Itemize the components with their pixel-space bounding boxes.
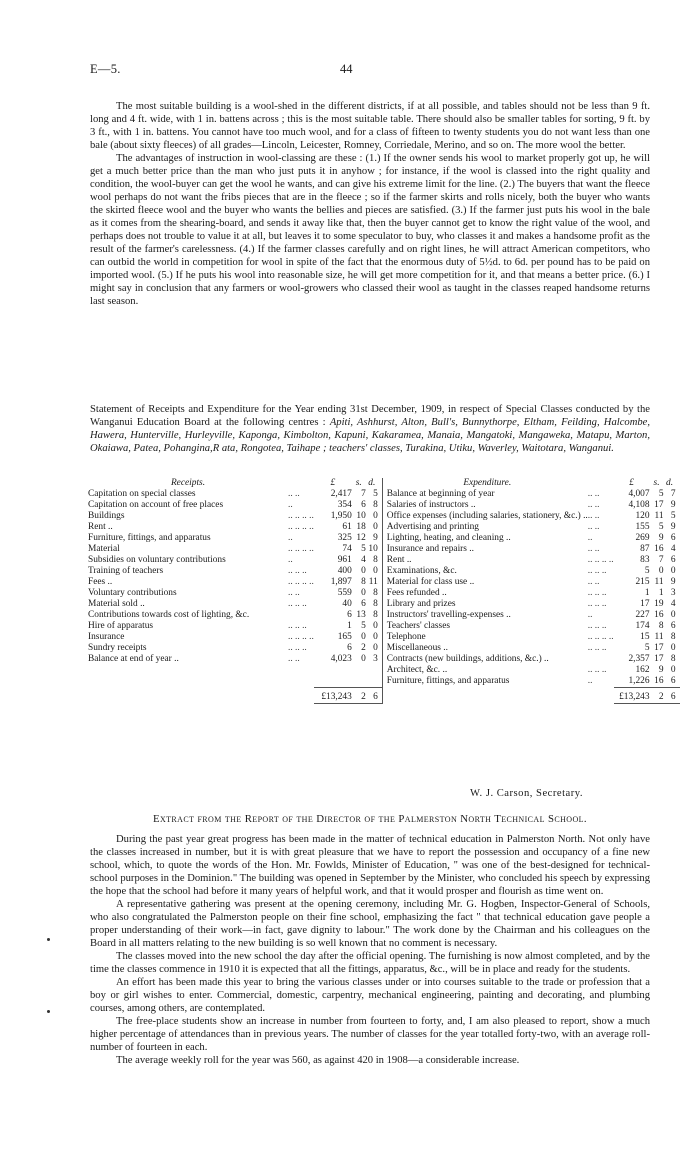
empty-cell xyxy=(88,688,288,704)
receipt-pence: 0 xyxy=(373,511,378,521)
expenditure-shillings: 1 xyxy=(658,588,664,598)
receipt-label: Furniture, fittings, and apparatus xyxy=(88,533,211,543)
receipt-pence: 0 xyxy=(373,566,378,576)
receipt-label: Material sold .. xyxy=(88,599,145,609)
wool-classing-text xyxy=(90,100,650,308)
expenditure-pence: 6 xyxy=(670,533,676,543)
receipt-leader: .. .. .. .. xyxy=(288,544,314,554)
expenditure-label: Advertising and printing xyxy=(382,522,587,533)
table-row xyxy=(88,632,680,643)
receipt-pence: 0 xyxy=(373,632,378,642)
receipt-shillings: 18 xyxy=(356,522,366,532)
paragraph-building: The most suitable building is a wool-shed in the different districts, if at all possible, and tables should not be less than 9 ft. long and 4 ft. wide, with 1 in. battens across ; this is the most suitable table. There should also be smaller tables for sorting, 9 ft. by 3 ft., with 1 in. battens. You cannot have too much wool, and for a class of fifteen to twenty students you do not want less than one bale (about sixty fleeces) of all grades—Lincoln, Leicester, Romney, Corriedale, Merino, and so on. The more wool the better. xyxy=(90,101,650,151)
expenditure-leader: .. .. xyxy=(587,522,600,532)
expenditure-leader: .. .. .. .. xyxy=(587,555,614,565)
expenditure-pence: 3 xyxy=(670,588,676,598)
expenditure-shillings: 9 xyxy=(658,665,664,675)
empty-cell xyxy=(366,676,383,688)
receipt-label: Hire of apparatus xyxy=(88,621,154,631)
expenditure-shillings: 9 xyxy=(658,533,664,543)
expenditure-leader: .. xyxy=(587,533,593,543)
expenditure-shillings: 11 xyxy=(654,632,664,642)
table-row xyxy=(88,654,680,665)
receipt-pounds: 1,950 xyxy=(330,511,352,521)
section-code: E—5. xyxy=(90,62,121,76)
paragraph-free-place: The free-place students show an increase in number from fourteen to forty, and, I am also pleased to report, show a much higher percentage of attendances than in previous years. The number of classes for the year totalled forty-two, with an average roll-number of fourteen in each. xyxy=(90,1016,650,1053)
expenditure-leader: .. .. .. xyxy=(587,566,607,576)
receipt-pounds: 1,897 xyxy=(330,577,352,587)
table-row xyxy=(88,621,680,632)
expenditure-pounds: 4,108 xyxy=(628,500,650,510)
empty-cell xyxy=(288,665,314,676)
receipt-pounds: 1 xyxy=(347,621,352,631)
expenditure-pence: 0 xyxy=(670,665,676,675)
table-row xyxy=(88,566,680,577)
empty-cell xyxy=(88,665,288,676)
receipt-pence: 3 xyxy=(373,654,378,664)
expenditure-leader: .. .. xyxy=(587,500,600,510)
empty-cell xyxy=(314,676,352,688)
receipt-pence: 0 xyxy=(373,621,378,631)
extract-title: Extract from the Report of the Director of the Palmerston North Technical School. xyxy=(152,813,588,825)
paragraph-weekly-roll: The average weekly roll for the year was 560, as against 420 in 1908—a considerable increase. xyxy=(116,1055,520,1066)
expenditure-leader: .. .. xyxy=(587,511,600,521)
receipt-leader: .. .. .. xyxy=(288,566,307,576)
expenditure-shillings: 0 xyxy=(658,566,664,576)
pounds-heading: £ xyxy=(629,478,634,488)
expenditure-label: Salaries of instructors .. xyxy=(382,500,587,511)
expenditure-total-shillings: 2 xyxy=(650,688,664,704)
expenditure-label: Architect, &c. .. xyxy=(382,665,587,676)
table-row xyxy=(88,500,680,511)
pounds-heading: £ xyxy=(330,478,336,488)
expenditure-pounds: 17 xyxy=(640,599,650,609)
expenditure-leader: .. .. xyxy=(587,577,600,587)
receipt-shillings: 12 xyxy=(356,533,366,543)
margin-mark xyxy=(47,1010,50,1013)
receipt-label: Contributions towards cost of lighting, &c. xyxy=(88,610,250,620)
expenditure-pounds: 15 xyxy=(640,632,650,642)
receipt-leader: .. .. xyxy=(288,654,300,664)
receipt-pence: 5 xyxy=(373,489,378,499)
expenditure-label: Furniture, fittings, and apparatus xyxy=(382,676,587,688)
paragraph-advantages: The advantages of instruction in wool-classing are these : (1.) If the owner sends his wool to market properly got up, he will get a much better price than the man who just puts it in anyhow ; for instance, if the wool is classed into the right quality and condition, the wool-buyer can get the wool he wants, and can give his extreme limit for the line. (2.) The buyers that want the fleece wool perhaps do not want the fribs pieces that are in the fleece ; so if the farmer skirts and rolls nicely, both the buyer who wants the skirted fleece wool and the buyer who wants the bellies and pieces are satisfied. (3.) If the farmer just puts his wool in the bale as it comes from the shearing-board, and sends it away like that, then the buyer cannot get to know the right value of the wool, and perhaps does not trouble to value it at all, but leaves it to some speculator to buy, who classes it and makes a handsome profit as the result of the farmer's carelessness. (4.) If the farmer classes carefully and on right lines, he will attract American competitors, who can outbid the world in competition for wool in spite of the fact that the enormous duty of 5½d. to 6d. per pound has to be paid on imported wool. (5.) If he puts his wool into reasonable size, he will get more competition for it, and that means a better price. (6.) I might say in conclusion that any farmers or wool-growers who classed their wool as taught in the classes reaped handsome returns last season. xyxy=(90,153,650,307)
expenditure-pounds: 1,226 xyxy=(628,676,650,686)
empty-cell xyxy=(88,676,288,688)
table-row xyxy=(88,665,680,676)
receipt-pounds: 559 xyxy=(337,588,352,598)
totals-row xyxy=(88,688,680,704)
expenditure-shillings: 11 xyxy=(654,511,664,521)
receipt-pounds: 325 xyxy=(337,533,352,543)
table-row xyxy=(88,533,680,544)
shillings-heading: s. xyxy=(355,478,362,488)
receipts-total-shillings: 2 xyxy=(352,688,366,704)
table-row xyxy=(88,599,680,610)
expenditure-leader: .. .. .. xyxy=(587,599,607,609)
receipt-label: Training of teachers xyxy=(88,566,164,576)
palmerston-report-text xyxy=(90,833,650,1067)
expenditure-leader: .. .. xyxy=(587,489,600,499)
receipt-pence: 8 xyxy=(373,500,378,510)
expenditure-pounds: 227 xyxy=(635,610,650,620)
table-row xyxy=(88,522,680,533)
expenditure-shillings: 16 xyxy=(654,610,664,620)
receipt-pounds: 61 xyxy=(342,522,352,532)
expenditure-shillings: 16 xyxy=(654,544,664,554)
table-row xyxy=(88,489,680,500)
expenditure-pence: 9 xyxy=(670,500,676,510)
shillings-heading: s. xyxy=(653,478,660,488)
receipt-pounds: 961 xyxy=(337,555,352,565)
receipts-total-pounds: £13,243 xyxy=(314,688,352,704)
table-row xyxy=(88,555,680,566)
expenditure-label: Balance at beginning of year xyxy=(382,489,587,500)
expenditure-label: Library and prizes xyxy=(382,599,587,610)
expenditure-total-pence: 6 xyxy=(664,688,680,704)
receipt-leader: .. .. .. .. xyxy=(288,577,314,587)
expenditure-label: Contracts (new buildings, additions, &c.) .. xyxy=(382,654,587,665)
expenditure-label: Teachers' classes xyxy=(382,621,587,632)
secretary-signature: W. J. Carson, Secretary. xyxy=(470,788,584,799)
empty-cell xyxy=(588,688,614,704)
receipt-shillings: 0 xyxy=(361,632,366,642)
receipt-shillings: 10 xyxy=(356,511,366,521)
receipt-label: Subsidies on voluntary contributions xyxy=(88,555,226,565)
empty-cell xyxy=(366,665,383,676)
paragraph-ceremony: A representative gathering was present at the opening ceremony, including Mr. G. Hogben, Inspector-General of Schools, who also congratulated the Palmerston people on their fine school, emphasizing the fact " that technical education gave people a proper understanding of their work—in fact, gave dignity to labour." The work done by the Chairman and his colleagues on the Board in all matters relating to the new building is so well known that no comment is necessary. xyxy=(90,899,650,949)
empty-cell xyxy=(288,676,314,688)
expenditure-leader: .. xyxy=(587,610,593,620)
receipt-label: Insurance xyxy=(88,632,125,642)
receipt-label: Material xyxy=(88,544,120,554)
receipt-pounds: 40 xyxy=(342,599,352,609)
table-row xyxy=(88,577,680,588)
expenditure-shillings: 7 xyxy=(658,555,664,565)
paragraph-progress: During the past year great progress has been made in the matter of technical education in Palmerston North. Not only have the classes increased in number, but it is with great pleasure that we have to report the possession and occupancy of a fine new school, which, to quote the words of the Hon. Mr. Fowlds, Minister of Education, " was one of the best-designed for technical-school purposes in the Dominion." The building was opened in September by the Minister, who concluded his speech by expressing the hope that the school had before it many years of helpful work, and that it would prosper and flourish as time went on. xyxy=(90,834,650,897)
receipt-label: Rent .. xyxy=(88,522,113,532)
receipt-pounds: 2,417 xyxy=(330,489,352,499)
receipt-leader: .. .. .. xyxy=(288,643,307,653)
paragraph-classes: The classes moved into the new school the day after the official opening. The furnishing is now almost completed, and by the time the classes commence in 1910 it is expected that all the fittings, apparatus, &c., will be in place and ready for the students. xyxy=(90,951,650,975)
receipt-leader: .. xyxy=(288,500,293,510)
expenditure-pounds: 174 xyxy=(635,621,650,631)
receipt-shillings: 6 xyxy=(361,599,366,609)
receipt-shillings: 7 xyxy=(361,489,366,499)
receipt-leader: .. .. .. .. xyxy=(288,511,314,521)
receipt-label: Fees .. xyxy=(88,577,113,587)
expenditure-leader: .. .. .. xyxy=(587,665,607,675)
receipt-shillings: 0 xyxy=(361,566,366,576)
table-row xyxy=(88,610,680,621)
expenditure-label: Lighting, heating, and cleaning .. xyxy=(382,533,587,544)
statement-centres: Apiti, Ashhurst, Alton, Bull's, Bunnythorpe, Eltham, Feilding, Halcombe, Hawera, Hunterville, Hurleyville, Kaponga, Kimbolton, Kapuni, Kakaramea, Manaia, Mangatoki, Mangaweka, Matapu, Marton, Okaiawa, Patea, Pohangina,R ata, Rongotea, Taihape ; teachers' classes, Turakina, Utiku, Waverley, Waitotara, Wanganui. xyxy=(90,417,650,454)
expenditure-pence: 6 xyxy=(670,621,676,631)
expenditure-leader: .. .. .. xyxy=(587,621,607,631)
table-row xyxy=(88,544,680,555)
expenditure-pounds: 155 xyxy=(635,522,650,532)
expenditure-heading: Expenditure. xyxy=(382,478,587,489)
receipt-label: Sundry receipts xyxy=(88,643,147,653)
expenditure-pence: 9 xyxy=(670,522,676,532)
expenditure-shillings: 8 xyxy=(658,621,664,631)
expenditure-pounds: 162 xyxy=(635,665,650,675)
expenditure-leader: .. .. .. .. xyxy=(587,632,614,642)
expenditure-pounds: 215 xyxy=(635,577,650,587)
expenditure-total-pounds: £13,243 xyxy=(614,688,650,704)
receipt-shillings: 5 xyxy=(361,621,366,631)
expenditure-label: Material for class use .. xyxy=(382,577,587,588)
receipt-shillings: 2 xyxy=(361,643,366,653)
receipt-label: Capitation on special classes xyxy=(88,489,196,499)
receipt-pence: 10 xyxy=(368,544,378,554)
receipt-pence: 8 xyxy=(373,555,378,565)
account-header-row xyxy=(88,478,680,489)
receipt-label: Balance at end of year .. xyxy=(88,654,179,664)
pence-heading: d. xyxy=(368,478,376,488)
expenditure-pounds: 87 xyxy=(640,544,650,554)
empty-cell xyxy=(288,688,314,704)
receipt-pence: 8 xyxy=(373,610,378,620)
expenditure-pence: 8 xyxy=(670,632,676,642)
expenditure-shillings: 5 xyxy=(658,489,664,499)
paragraph-courses: An effort has been made this year to bring the various classes under or into courses suitable to the trade or profession that a boy or girl wishes to enter. Commercial, domestic, carpentry, mechanical engineering, painting and decorating, and plumbing courses, among others, are contemplated. xyxy=(90,977,650,1014)
expenditure-leader: .. .. .. xyxy=(587,643,607,653)
receipt-shillings: 5 xyxy=(361,544,366,554)
receipts-total-pence: 6 xyxy=(366,688,383,704)
receipt-shillings: 0 xyxy=(361,588,366,598)
expenditure-leader: .. xyxy=(587,676,593,686)
expenditure-pence: 0 xyxy=(670,566,676,576)
receipt-pounds: 165 xyxy=(337,632,352,642)
statement-lead: Statement of Receipts and Expenditure for the Year ending 31st December, 1909, in respect of Special Classes conducted by the Wanganui Education Board at the following centres : xyxy=(90,404,650,428)
expenditure-pounds: 83 xyxy=(640,555,650,565)
margin-mark xyxy=(47,938,50,941)
receipt-leader: .. .. .. xyxy=(288,621,307,631)
receipt-shillings: 4 xyxy=(361,555,366,565)
statement-heading xyxy=(90,403,650,455)
expenditure-shillings: 17 xyxy=(654,654,664,664)
receipt-pounds: 6 xyxy=(347,643,352,653)
expenditure-pence: 0 xyxy=(670,610,676,620)
expenditure-shillings: 17 xyxy=(654,643,664,653)
receipt-leader xyxy=(288,610,314,621)
table-row xyxy=(88,588,680,599)
receipt-pence: 9 xyxy=(373,533,378,543)
expenditure-shillings: 5 xyxy=(658,522,664,532)
expenditure-pence: 4 xyxy=(670,544,676,554)
receipt-pence: 8 xyxy=(373,588,378,598)
expenditure-pounds: 120 xyxy=(635,511,650,521)
expenditure-label: Examinations, &c. xyxy=(382,566,587,577)
table-row xyxy=(88,643,680,654)
empty-cell xyxy=(314,665,352,676)
receipt-label: Buildings xyxy=(88,511,125,521)
receipt-shillings: 8 xyxy=(361,577,366,587)
pence-heading: d. xyxy=(666,478,674,488)
receipt-label: Capitation on account of free places xyxy=(88,500,224,510)
receipt-leader: .. xyxy=(288,533,293,543)
expenditure-pounds: 2,357 xyxy=(628,654,650,664)
page-number: 44 xyxy=(340,62,353,76)
expenditure-shillings: 11 xyxy=(654,577,664,587)
expenditure-pounds: 269 xyxy=(635,533,650,543)
expenditure-pence: 0 xyxy=(670,643,676,653)
expenditure-pence: 6 xyxy=(670,555,676,565)
receipt-pounds: 74 xyxy=(342,544,352,554)
expenditure-shillings: 19 xyxy=(654,599,664,609)
expenditure-pence: 9 xyxy=(670,577,676,587)
expenditure-label: Miscellaneous .. xyxy=(382,643,587,654)
receipt-pence: 8 xyxy=(373,599,378,609)
expenditure-label: Insurance and repairs .. xyxy=(382,544,587,555)
receipt-leader: .. .. .. xyxy=(288,599,307,609)
expenditure-leader xyxy=(588,654,614,665)
receipts-heading: Receipts. xyxy=(170,478,206,488)
expenditure-label: Rent .. xyxy=(382,555,587,566)
expenditure-pence: 4 xyxy=(670,599,676,609)
expenditure-shillings: 16 xyxy=(654,676,664,686)
receipt-shillings: 13 xyxy=(356,610,366,620)
receipt-shillings: 6 xyxy=(361,500,366,510)
expenditure-label: Fees refunded .. xyxy=(382,588,587,599)
receipt-leader: .. .. .. .. xyxy=(288,522,314,532)
receipt-pence: 0 xyxy=(373,522,378,532)
receipt-leader: .. xyxy=(288,555,293,565)
receipt-pence: 0 xyxy=(373,643,378,653)
receipt-pounds: 400 xyxy=(337,566,352,576)
receipt-leader: .. .. .. .. xyxy=(288,632,314,642)
expenditure-label: Office expenses (including salaries, stationery, &c.) .. xyxy=(382,511,587,522)
expenditure-pence: 5 xyxy=(670,511,676,521)
receipt-pounds: 354 xyxy=(337,500,352,510)
expenditure-pounds: 1 xyxy=(644,588,650,598)
expenditure-pounds: 4,007 xyxy=(628,489,650,499)
expenditure-shillings: 17 xyxy=(654,500,664,510)
expenditure-pounds: 5 xyxy=(644,566,650,576)
expenditure-leader: .. .. .. xyxy=(587,588,607,598)
expenditure-pence: 8 xyxy=(670,654,676,664)
expenditure-leader: .. .. xyxy=(587,544,600,554)
expenditure-label: Instructors' travelling-expenses .. xyxy=(382,610,587,621)
expenditure-label: Telephone xyxy=(382,632,587,643)
receipt-pounds: 4,023 xyxy=(330,654,352,664)
expenditure-pence: 7 xyxy=(670,489,676,499)
empty-cell xyxy=(382,688,587,704)
receipts-expenditure-table xyxy=(88,478,680,704)
receipt-leader: .. .. xyxy=(288,588,300,598)
receipt-pence: 11 xyxy=(368,577,378,587)
empty-cell xyxy=(352,676,366,688)
table-row xyxy=(88,511,680,522)
table-row xyxy=(88,676,680,688)
receipt-pounds: 6 xyxy=(347,610,352,620)
receipt-shillings: 0 xyxy=(361,654,366,664)
receipt-leader: .. .. xyxy=(288,489,300,499)
receipt-label: Voluntary contributions xyxy=(88,588,177,598)
expenditure-pounds: 5 xyxy=(644,643,650,653)
empty-cell xyxy=(352,665,366,676)
expenditure-pence: 6 xyxy=(670,676,676,686)
